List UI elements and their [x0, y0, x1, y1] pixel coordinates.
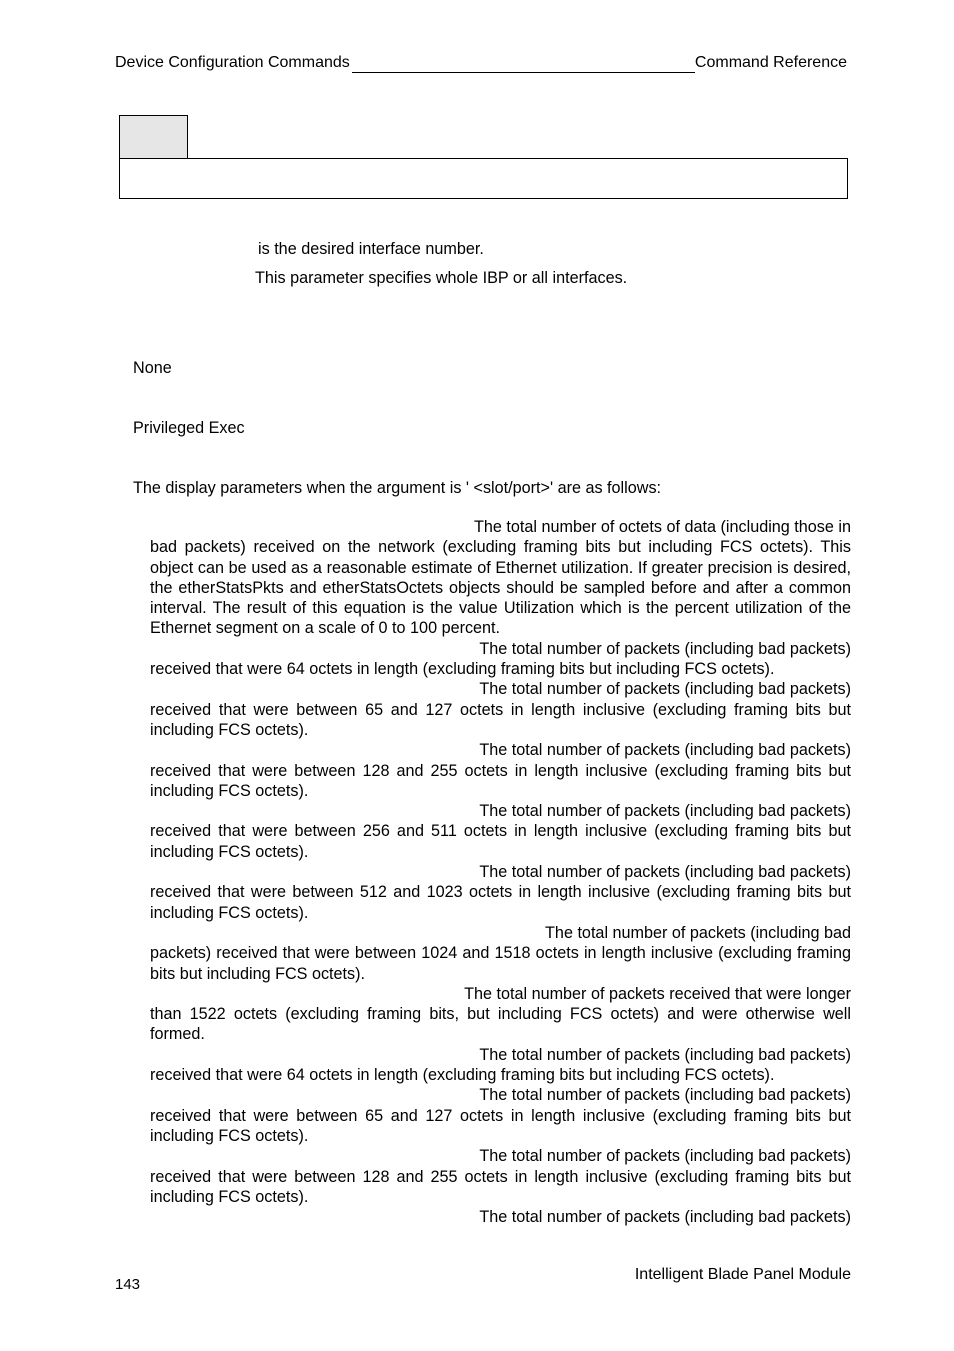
param-slot-port-desc: is the desired interface number.	[258, 240, 484, 258]
item-continuation: received that were between 128 and 255 octets in length inclusive (excluding framing bits but including FCS octets).	[150, 761, 851, 800]
item-first-line: The total number of octets of data (including those in	[473, 518, 851, 536]
item-continuation: received that were 64 octets in length (excluding framing bits but including FCS octets).	[150, 660, 775, 679]
item-continuation: packets) received that were between 1024 and 1518 octets in length inclusive (excluding framing bits but including FCS octets).	[150, 944, 851, 983]
header-section-title: Device Configuration Commands	[115, 54, 350, 71]
item-continuation: than 1522 octets (excluding framing bits, but including FCS octets) and were otherwise well formed.	[150, 1005, 851, 1044]
item-continuation: received that were between 65 and 127 octets in length inclusive (excluding framing bits but including FCS octets).	[150, 1106, 851, 1145]
display-parameter-item	[150, 1146, 851, 1207]
display-parameter-item	[150, 1085, 851, 1146]
header-rule	[352, 72, 695, 73]
display-parameter-item	[150, 801, 851, 862]
display-parameter-item	[150, 639, 851, 680]
item-first-line: The total number of packets (including bad packets)	[479, 1208, 851, 1227]
command-syntax-box	[119, 158, 848, 199]
footer-title: Intelligent Blade Panel Module	[634, 1266, 851, 1283]
item-first-line: The total number of packets (including bad packets)	[479, 741, 851, 760]
item-first-line: The total number of packets (including bad packets)	[479, 1086, 851, 1105]
item-first-line: The total number of packets (including bad packets)	[479, 1045, 851, 1064]
display-parameter-item	[150, 923, 851, 984]
item-first-line: The total number of packets (including bad packets)	[479, 1147, 851, 1166]
item-first-line: The total number of packets (including bad packets)	[479, 639, 851, 658]
display-parameter-item	[150, 1207, 851, 1227]
item-continuation: received that were 64 octets in length (excluding framing bits but including FCS octets).	[150, 1066, 775, 1085]
item-first-line: The total number of packets (including bad packets)	[479, 863, 851, 882]
default-value: None	[133, 359, 172, 377]
item-continuation: received that were between 512 and 1023 octets in length inclusive (excluding framing bits but including FCS octets).	[150, 883, 851, 922]
item-first-line: The total number of packets (including bad	[545, 923, 851, 942]
display-parameter-item	[150, 679, 851, 740]
display-parameter-item	[150, 984, 851, 1045]
item-continuation: received that were between 128 and 255 octets in length inclusive (excluding framing bits but including FCS octets).	[150, 1167, 851, 1206]
display-intro: The display parameters when the argument is ' <slot/port>' are as follows:	[133, 479, 662, 497]
page-number: 143	[115, 1276, 141, 1293]
item-continuation: bad packets) received on the network (excluding framing bits but including FCS octets). This object can be used as a reasonable estimate of Ethernet utilization. If greater precision is desired, the etherStatsPkts and etherStatsOctets objects should be sampled before and after a common interval. The result of this equation is the value Utilization which is the percent utilization of the Ethernet segment on a scale of 0 to 100 percent.	[150, 538, 851, 638]
mode-value: Privileged Exec	[133, 419, 245, 437]
param-all-desc: This parameter specifies whole IBP or all interfaces.	[255, 269, 628, 287]
header-reference-title: Command Reference	[694, 54, 847, 71]
item-continuation: received that were between 65 and 127 octets in length inclusive (excluding framing bits but including FCS octets).	[150, 700, 851, 739]
item-first-line: The total number of packets (including bad packets)	[479, 680, 851, 699]
command-format-tab	[119, 115, 188, 159]
display-parameter-item	[150, 517, 851, 639]
item-continuation: received that were between 256 and 511 octets in length inclusive (excluding framing bits but including FCS octets).	[150, 822, 851, 861]
display-parameter-list	[150, 517, 851, 1227]
display-parameter-item	[150, 740, 851, 801]
display-parameter-item	[150, 862, 851, 923]
item-first-line: The total number of packets received that were longer	[464, 984, 851, 1003]
item-first-line: The total number of packets (including bad packets)	[479, 802, 851, 821]
display-parameter-item	[150, 1045, 851, 1086]
